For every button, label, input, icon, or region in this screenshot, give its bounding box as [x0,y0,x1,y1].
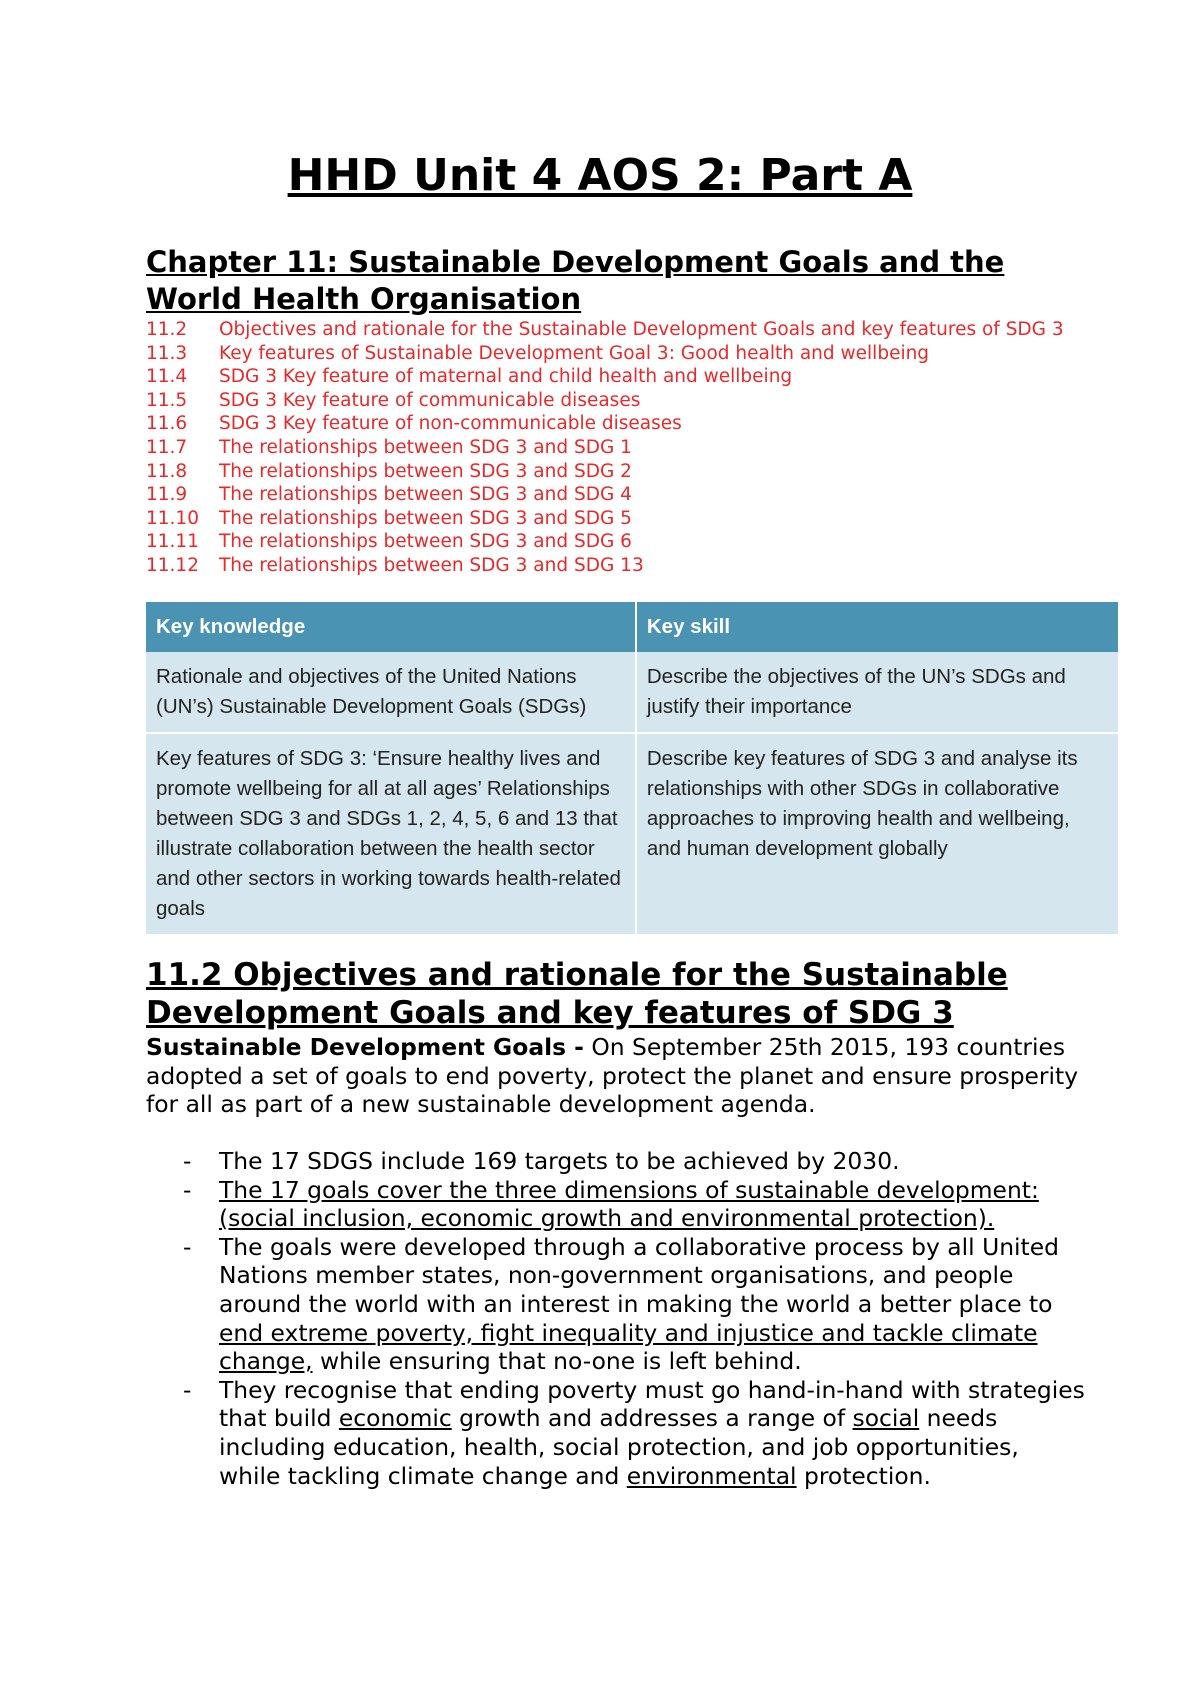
contents-item: 11.4 SDG 3 Key feature of maternal and child health and wellbeing [146,366,793,388]
bullet-list [146,1147,1086,1490]
list-item: - They recognise that ending poverty must go hand-in-hand with strategies that build economic growth and addresses a range of social needs including education, health, social protection, and job opportunities, while tackling climate change and environmental protection. [183,1375,1085,1490]
list-item: - The 17 SDGS include 169 targets to be achieved by 2030. [183,1147,900,1175]
bullet-marker: - [183,1147,192,1175]
contents-item: 11.7 The relationships between SDG 3 and SDG 1 [146,436,632,458]
table-cell-skill: Describe key features of SDG 3 and analyse its relationships with other SDGs in collaborative approaches to improving health and wellbeing, and human development globally [636,733,1118,934]
table-cell-skill: Describe the objectives of the UN’s SDGs and justify their importance [636,652,1118,733]
chapter-heading: Chapter 11: Sustainable Development Goals and the World Health Organisation [146,245,1005,316]
column-header-key-skill: Key skill [636,602,1118,652]
bullet-marker: - [183,1175,192,1204]
intro-paragraph [146,1033,1086,1119]
table-row [146,652,1118,733]
key-knowledge-table [146,602,1118,934]
contents-item: 11.12 The relationships between SDG 3 and SDG 13 [146,554,644,576]
bullet-marker: - [183,1375,192,1404]
list-item: - The 17 goals cover the three dimensions of sustainable development: (social inclusion, economic growth and environmental protection). [183,1175,1039,1233]
column-header-key-knowledge: Key knowledge [146,602,636,652]
contents-item: 11.2 Objectives and rationale for the Sustainable Development Goals and key features of SDG 3 [146,319,1064,340]
list-item: - The goals were developed through a collaborative process by all United Nations member states, non-government organisations, and people around the world with an interest in making the world a better place to end extreme poverty, fight inequality and injustice and tackle climate change, while ensuring that no-one is left behind. [183,1232,1059,1376]
chapter-contents-list [146,318,1086,578]
contents-item: 11.5 SDG 3 Key feature of communicable diseases [146,389,641,411]
table-cell-knowledge: Key features of SDG 3: ‘Ensure healthy lives and promote wellbeing for all at all ages’ Relationships between SDG 3 and SDGs 1, 2, 4, 5, 6 and 13 that illustrate collaboration between the health sector and other sectors in working towards health-related goals [146,733,636,934]
contents-item: 11.10 The relationships between SDG 3 and SDG 5 [146,507,632,529]
bullet-marker: - [183,1232,192,1261]
section-heading: 11.2 Objectives and rationale for the Sustainable Development Goals and key features of SDG 3 [146,957,1008,1031]
table-cell-knowledge: Rationale and objectives of the United Nations (UN’s) Sustainable Development Goals (SDGs) [146,652,636,733]
contents-item: 11.3 Key features of Sustainable Development Goal 3: Good health and wellbeing [146,342,930,364]
contents-item: 11.9 The relationships between SDG 3 and SDG 4 [146,484,632,506]
contents-item: 11.6 SDG 3 Key feature of non-communicable diseases [146,413,682,435]
contents-item: 11.11 The relationships between SDG 3 and SDG 6 [146,531,632,553]
contents-item: 11.8 The relationships between SDG 3 and SDG 2 [146,460,632,482]
intro-term: Sustainable Development Goals - [146,1033,584,1061]
table-row [146,733,1118,934]
intro-text: On September 25th 2015, 193 countries adopted a set of goals to end poverty, protect the planet and ensure prosperity for all as part of a new sustainable development agenda. [146,1033,1079,1119]
document-title: HHD Unit 4 AOS 2: Part A [287,150,913,201]
